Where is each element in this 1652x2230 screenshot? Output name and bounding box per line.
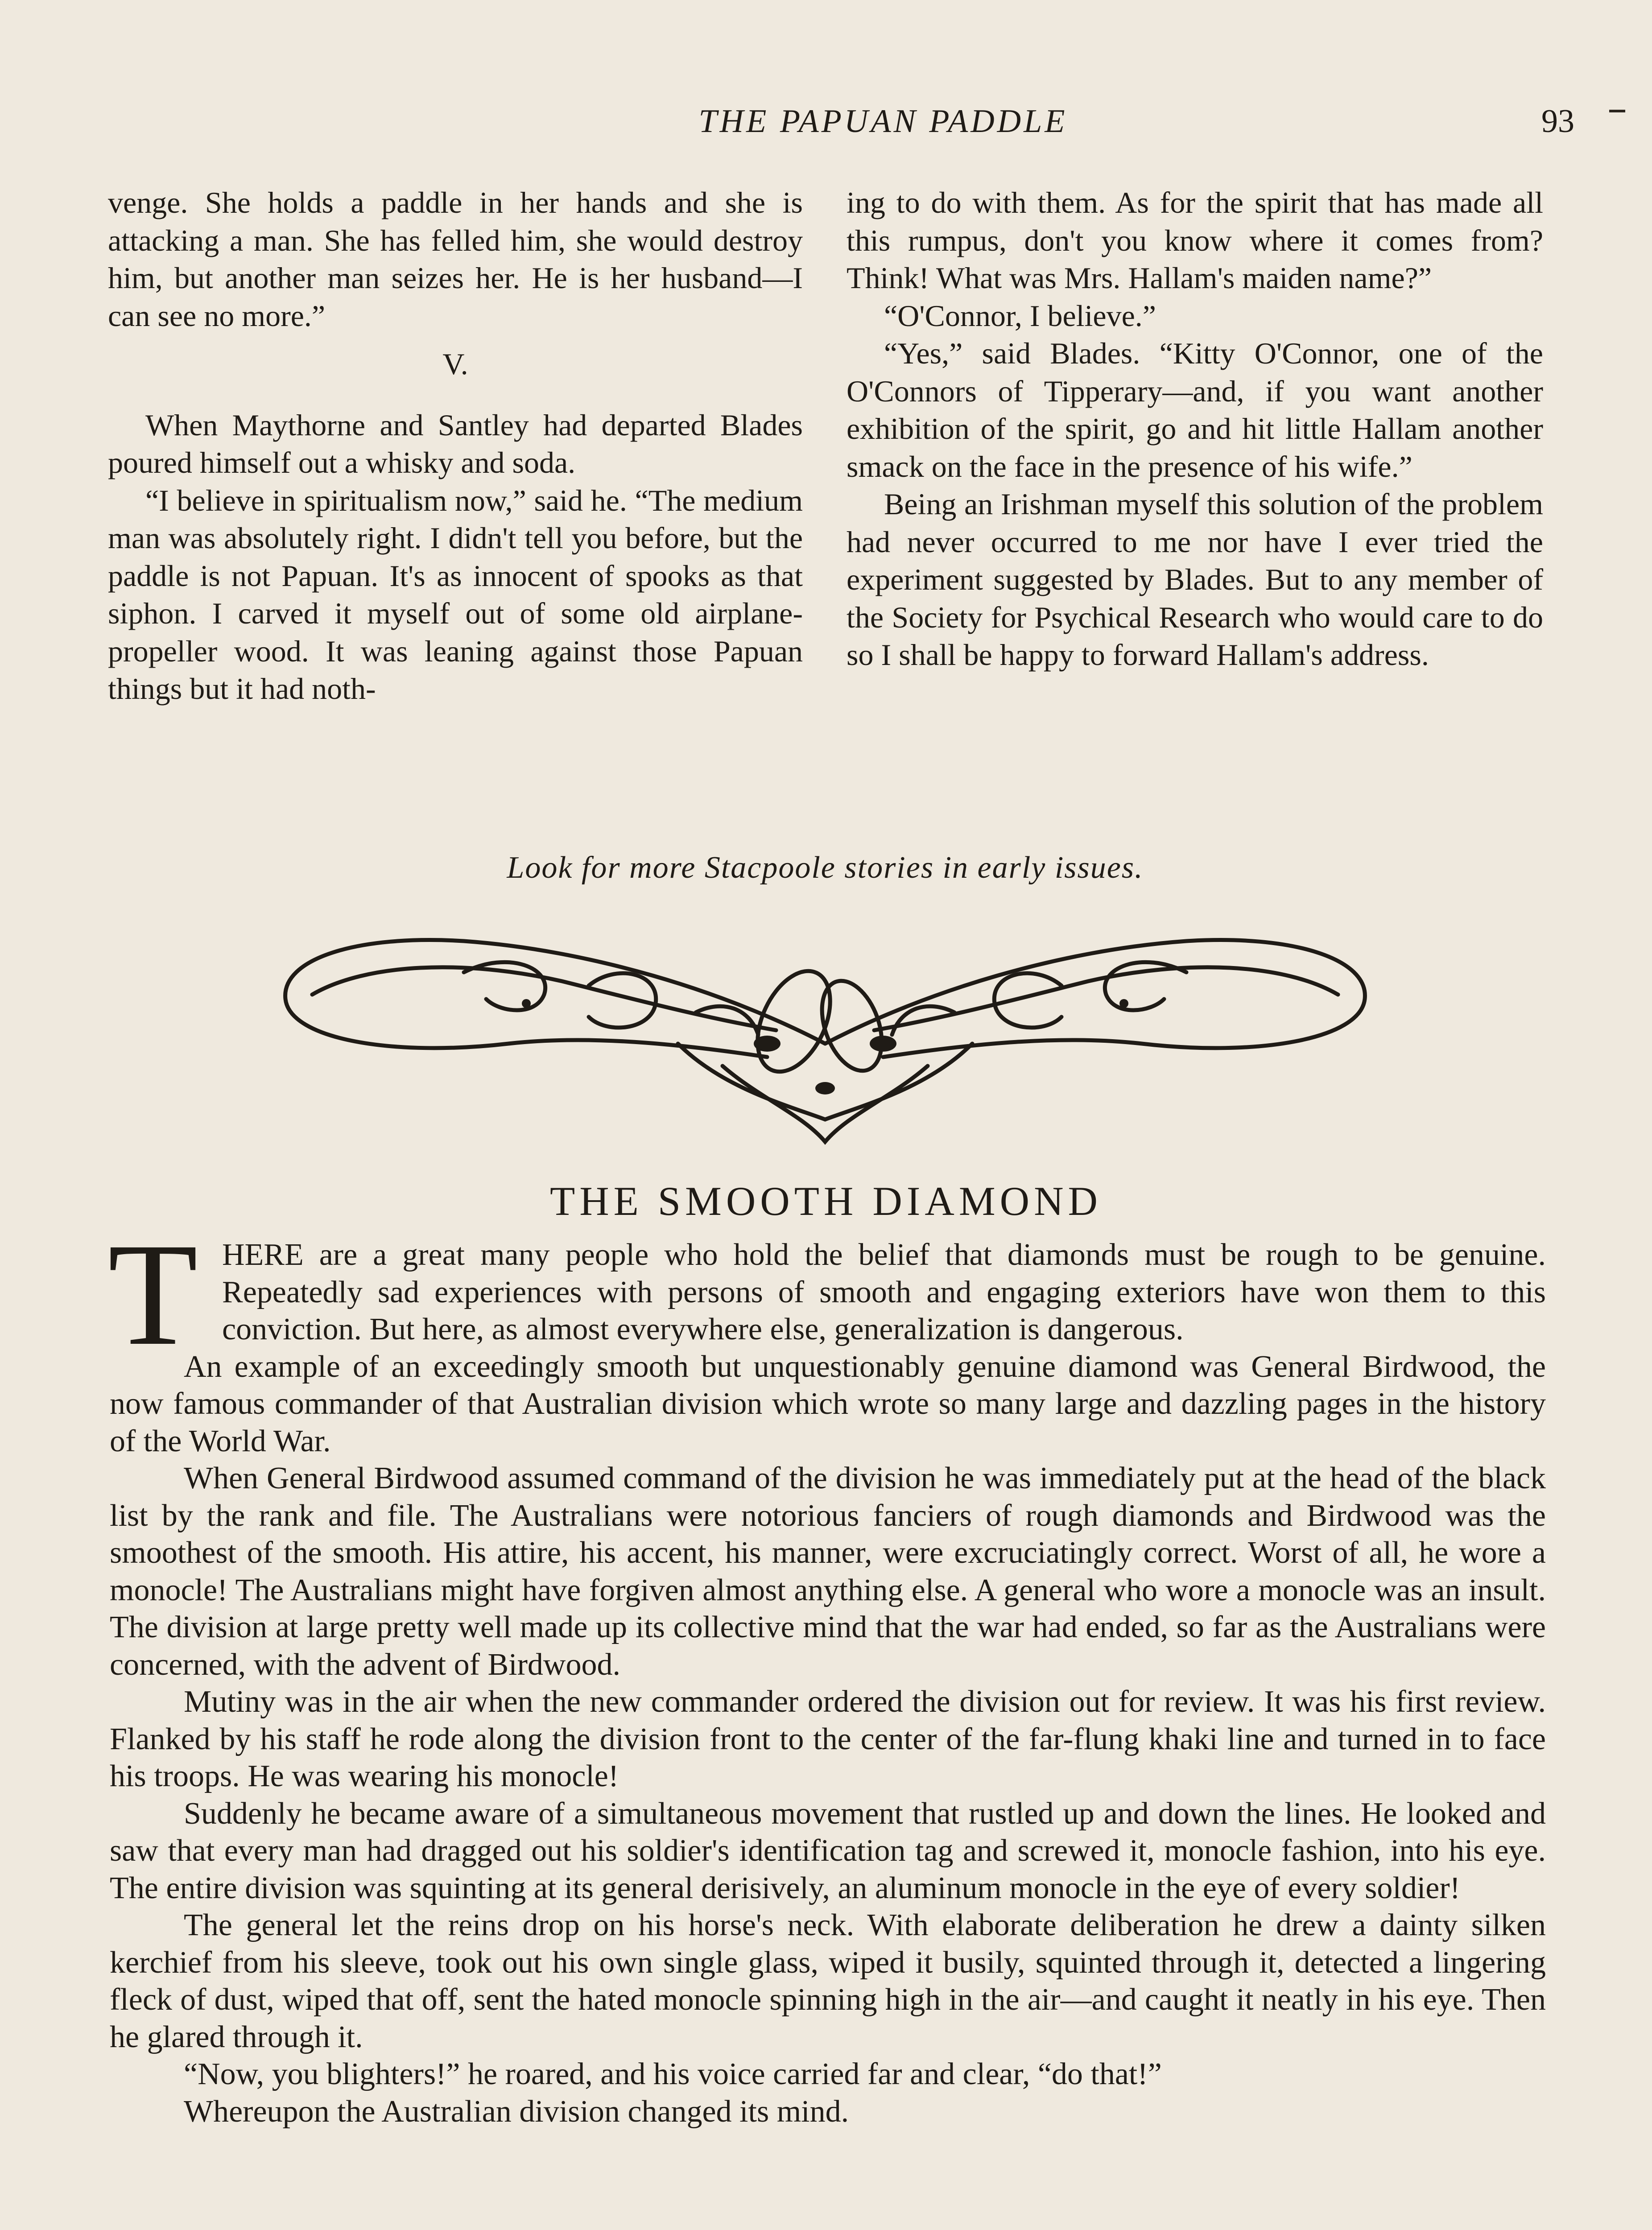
- promo-line: Look for more Stacpoole stories in early issues.: [507, 851, 1144, 885]
- first-paragraph-text: are a great many people who hold the belief that diamonds must be rough to be genuine. Repeatedly sad experiences with persons of smooth and engaging exteriors have won them to this conviction. But here, as almost everywhere else, generalization is dangerous.: [222, 1238, 1546, 1346]
- corner-mark: [1609, 110, 1625, 118]
- paragraph: Being an Irishman myself this solution of the problem had never occurred to me nor have I ever tried the experiment suggested by Blades. But to any member of the Society for Psychical Research who would care to do so I shall be happy to forward Hallam's address.: [847, 487, 1543, 672]
- left-column: [108, 184, 803, 708]
- drop-cap: T: [108, 1213, 198, 1376]
- story-title: THE SMOOTH DIAMOND: [550, 1178, 1102, 1224]
- page-header: [107, 103, 1579, 152]
- paragraph: When General Birdwood assumed command of the division he was immediately put at the head of the black list by the rank and file. The Australians were notorious fanciers of rough diamonds and Birdwood was the smoothest of the smooth. His attire, his accent, his manner, were excruciatingly correct. Worst of all, he wore a monocle! The Australians might have forgiven almost anything else. A general who wore a monocle was an insult. The division at large pretty well made up its collective mind that the war had ended, so far as the Australians were concerned, with the advent of Birdwood.: [110, 1461, 1546, 1682]
- paragraph: venge. She holds a paddle in her hands and she is attacking a man. She has felled him, she would destroy him, but another man seizes her. He is her husband—I can see no more.”: [108, 186, 803, 333]
- paragraph: An example of an exceedingly smooth but unquestionably genuine diamond was General Birdwood, the now famous commander of that Australian division which wrote so many large and dazzling pages in the history of the World War.: [110, 1349, 1546, 1458]
- paragraph: “I believe in spiritualism now,” said he. “The medium man was absolutely right. I didn't tell you before, but the paddle is not Papuan. It's as innocent of spooks as that siphon. I carved it myself out of some old airplane-propeller wood. It was leaning against those Papuan things but it had noth-: [108, 483, 803, 706]
- paragraph: ing to do with them. As for the spirit that has made all this rumpus, don't you know where it comes from? Think! What was Mrs. Hallam's maiden name?”: [847, 186, 1543, 295]
- paragraph: “O'Connor, I believe.”: [884, 298, 1156, 333]
- paragraph: Mutiny was in the air when the new commander ordered the division out for review. It was his first review. Flanked by his staff he rode along the division front to the center of the far-flung khaki line and turned in to face his troops. He was wearing his monocle!: [110, 1685, 1546, 1793]
- paragraph: “Yes,” said Blades. “Kitty O'Connor, one of the O'Connors of Tipperary—and, if you want another exhibition of the spirit, go and hit little Hallam another smack on the face in the presence of his wife.”: [847, 336, 1543, 483]
- first-paragraph: [108, 1213, 1546, 1376]
- right-column: [847, 184, 1543, 674]
- section-number: V.: [442, 347, 468, 381]
- running-title: THE PAPUAN PADDLE: [698, 103, 1068, 140]
- story-body: [108, 1213, 1546, 2130]
- page-number: 93: [1541, 103, 1574, 140]
- paragraph: When Maythorne and Santley had departed Blades poured himself out a whisky and soda.: [108, 408, 803, 479]
- paragraph: “Now, you blighters!” he roared, and his voice carried far and clear, “do that!”: [184, 2057, 1162, 2091]
- decorative-ornament: [277, 910, 1374, 1160]
- first-word: HERE: [222, 1238, 304, 1272]
- paragraph: The general let the reins drop on his horse's neck. With elaborate deliberation he drew a dainty silken kerchief from his sleeve, took out his own single glass, wiped it busily, squinted through it, detected a lingering fleck of dust, wiped that off, sent the hated monocle spinning high in the air—and caught it neatly in his eye. Then he glared through it.: [110, 1908, 1546, 2054]
- paragraph: Suddenly he became aware of a simultaneous movement that rustled up and down the lines. He looked and saw that every man had dragged out his soldier's identification tag and screwed it, monocle fashion, into his eye. The entire division was squinting at its general derisively, an aluminum monocle in the eye of every soldier!: [110, 1796, 1546, 1905]
- paragraph: Whereupon the Australian division changed its mind.: [184, 2094, 849, 2129]
